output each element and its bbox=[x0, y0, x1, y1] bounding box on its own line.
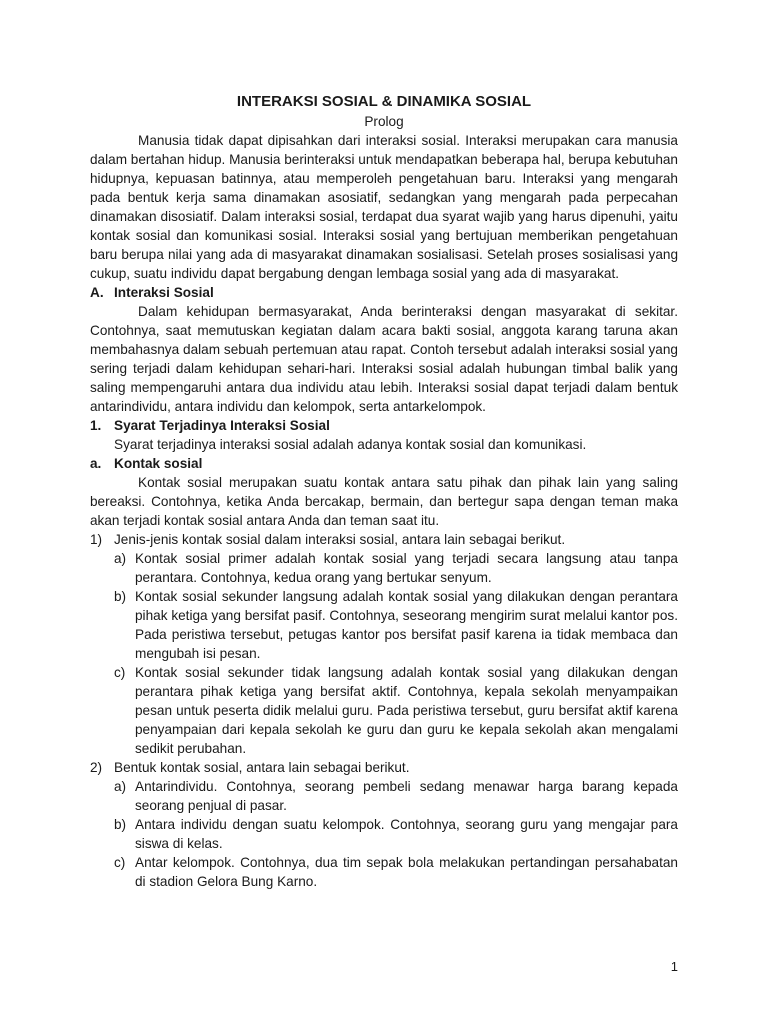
document-title: INTERAKSI SOSIAL & DINAMIKA SOSIAL bbox=[236, 93, 532, 110]
kontak-sosial-heading bbox=[90, 454, 678, 473]
sub-item-text: Kontak sosial sekunder tidak langsung adalah kontak sosial yang dilakukan dengan perantara pihak ketiga yang bersifat aktif. Contohnya, kepala sekolah menyampaikan pesan untuk peserta didik melalui guru. Pada peristiwa tersebut, guru bersifat aktif karena penyampaian dari kepala sekolah ke guru dan guru ke kepala sekolah akan mengalami sedikit perubahan. bbox=[135, 665, 678, 756]
section-title: Syarat Terjadinya Interaksi Sosial bbox=[114, 418, 330, 433]
kontak-sosial-paragraph: Kontak sosial merupakan suatu kontak antara satu pihak dan pihak lain yang saling bereaksi. Contohnya, ketika Anda bercakap, bermain, dan bertegur sapa dengan teman maka akan terjadi kontak sosial antara Anda dan teman saat itu. bbox=[90, 475, 678, 528]
sub-item-1a bbox=[90, 549, 678, 587]
section-number: A. bbox=[90, 285, 104, 300]
sub-item-number: a) bbox=[114, 551, 127, 566]
section-title: Interaksi Sosial bbox=[114, 285, 214, 300]
section-number: 1. bbox=[90, 418, 102, 433]
list-number: 1) bbox=[90, 532, 103, 547]
sub-item-text: Kontak sosial primer adalah kontak sosial yang terjadi secara langsung atau tanpa perantara. Contohnya, kedua orang yang bertukar senyum. bbox=[135, 551, 678, 585]
list-text: Jenis-jenis kontak sosial dalam interaksi sosial, antara lain sebagai berikut. bbox=[114, 532, 566, 547]
sub-item-text: Kontak sosial sekunder langsung adalah kontak sosial yang dilakukan dengan perantara pihak ketiga yang bersifat pasif. Contohnya, seseorang mengirim surat melalui kantor pos. Pada peristiwa tersebut, petugas kantor pos bersifat pasif karena ia tidak membaca dan mengubah isi pesan. bbox=[135, 589, 678, 661]
section-1-heading bbox=[90, 416, 678, 435]
section-a-paragraph: Dalam kehidupan bermasyarakat, Anda berinteraksi dengan masyarakat di sekitar. Contohnya, saat memutuskan kegiatan dalam acara bakti sosial, anggota karang taruna akan membahasnya dalam sebuah pertemuan atau rapat. Contoh tersebut adalah interaksi sosial yang sering terjadi dalam kehidupan sehari-hari. Interaksi sosial adalah hubungan timbal balik yang saling mempengaruhi antara dua individu atau lebih. Interaksi sosial dapat terjadi dalam bentuk antarindividu, antara individu dan kelompok, serta antarkelompok. bbox=[90, 304, 678, 414]
section-a-heading bbox=[90, 283, 678, 302]
page-number: 1 bbox=[670, 959, 678, 974]
section-title: Kontak sosial bbox=[114, 456, 203, 471]
prolog-paragraph: Manusia tidak dapat dipisahkan dari interaksi sosial. Interaksi merupakan cara manusia dalam bertahan hidup. Manusia berinteraksi untuk mendapatkan beberapa hal, berupa kebutuhan hidupnya, kepuasan batinnya, atau memperoleh pengetahuan baru. Interaksi yang mengarah pada bentuk kerja sama dinamakan asosiatif, sedangkan yang mengarah pada perpecahan dinamakan disosiatif. Dalam interaksi sosial, terdapat dua syarat wajib yang harus dipenuhi, yaitu kontak sosial dan komunikasi sosial. Interaksi sosial yang bertujuan memberikan pengetahuan baru berupa nilai yang ada di masyarakat dinamakan sosialisasi. Setelah proses sosialisasi yang cukup, suatu individu dapat bergabung dengan lembaga sosial yang ada di masyarakat. bbox=[90, 133, 678, 281]
list-number: 2) bbox=[90, 760, 103, 775]
sub-item-1c bbox=[90, 663, 678, 758]
section-number: a. bbox=[90, 456, 102, 471]
prolog-heading: Prolog bbox=[364, 114, 404, 129]
list-text: Bentuk kontak sosial, antara lain sebagai berikut. bbox=[114, 760, 410, 775]
sub-item-number: a) bbox=[114, 779, 127, 794]
sub-item-number: c) bbox=[114, 665, 126, 680]
sub-item-text: Antarindividu. Contohnya, seorang pembeli sedang menawar harga barang kepada seorang penjual di pasar. bbox=[135, 779, 678, 813]
sub-item-number: c) bbox=[114, 855, 126, 870]
list-item-2 bbox=[90, 758, 678, 777]
sub-item-number: b) bbox=[114, 817, 127, 832]
sub-item-2b bbox=[90, 815, 678, 853]
sub-item-text: Antar kelompok. Contohnya, dua tim sepak bola melakukan pertandingan persahabatan di stadion Gelora Bung Karno. bbox=[135, 855, 678, 889]
sub-item-2a bbox=[90, 777, 678, 815]
sub-item-2c bbox=[90, 853, 678, 891]
sub-item-text: Antara individu dengan suatu kelompok. Contohnya, seorang guru yang mengajar para siswa di kelas. bbox=[135, 817, 678, 851]
list-item-1 bbox=[90, 530, 678, 549]
sub-item-1b bbox=[90, 587, 678, 663]
section-1-paragraph: Syarat terjadinya interaksi sosial adalah adanya kontak sosial dan komunikasi. bbox=[114, 437, 587, 452]
sub-item-number: b) bbox=[114, 589, 127, 604]
